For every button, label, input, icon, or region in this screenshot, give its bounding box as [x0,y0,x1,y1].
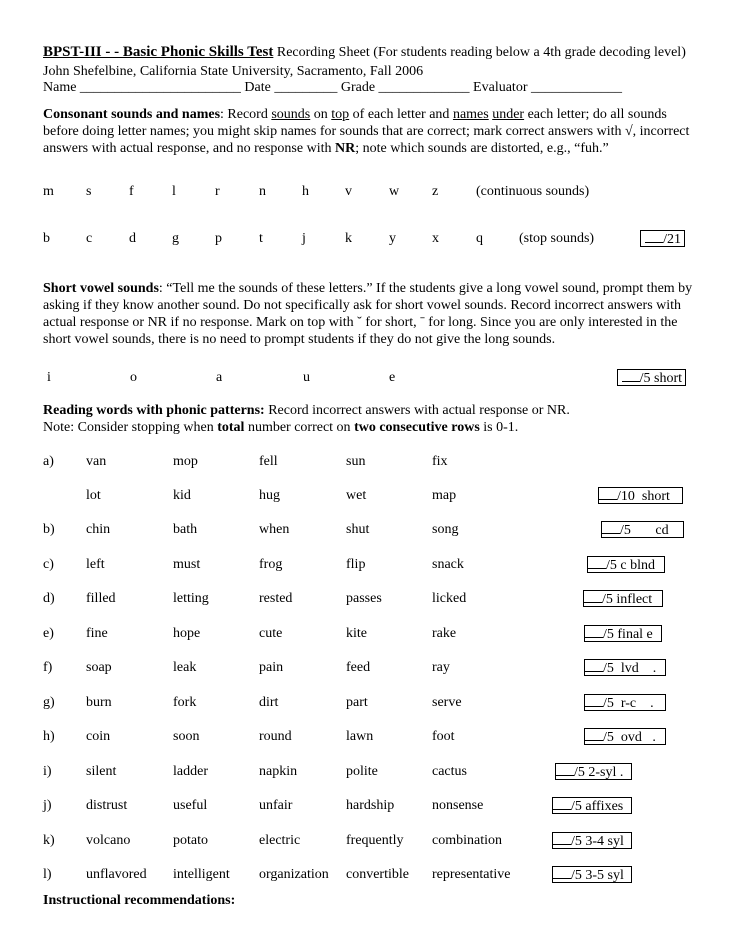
words-note-total: total [217,420,245,435]
consonant-letter: k [345,231,352,246]
row-score-label: /5 3-5 syl [571,868,624,883]
test-word: shut [346,522,370,537]
row-score-label: /5 lvd . [603,661,657,676]
test-word: napkin [259,764,298,779]
consonant-letter: t [259,231,263,246]
row-label: d) [43,591,55,606]
test-word: feed [346,660,371,675]
vowel-text: : “Tell me the sounds of these letters.” If the students give a long vowel sound, prompt them by asking if they know another sound. Do not specifically ask for short vowel sounds. Record incorrect answers with actual response or NR if no response. Mark on top with ˘ for short, ˉ for long. Since you are only interested in the short vowel sounds, there is no need to prompt students if they do not give the long sounds. [43,281,693,347]
words-note-3: is 0-1. [479,420,519,435]
test-word: mop [173,454,198,469]
score-blank [553,867,571,879]
test-word: part [346,695,368,710]
test-word: dirt [259,695,279,710]
instructional-recommendations: Instructional recommendations: [43,893,236,908]
test-word: leak [173,660,197,675]
test-word: kite [346,626,367,641]
test-word: van [86,454,107,469]
consonant-letter: w [389,184,400,199]
row-score-box[interactable] [583,590,663,607]
row-score-label: /5 affixes [571,799,624,814]
consonant-letter: d [129,231,136,246]
vowel-letter: e [389,370,396,385]
vowel-heading: Short vowel sounds [43,281,159,296]
test-word: round [259,729,292,744]
test-word: left [86,557,105,572]
consonant-letter: s [86,184,92,199]
consonant-text-1: : Record [220,107,272,122]
consonant-letter: p [215,231,222,246]
test-word: useful [173,798,208,813]
test-word: organization [259,867,329,882]
test-word: silent [86,764,117,779]
stop-sounds-label: (stop sounds) [519,231,595,246]
score-blank [645,231,663,243]
row-score-box[interactable] [552,797,632,814]
row-label: l) [43,867,52,882]
consonant-letter: j [302,231,306,246]
consonant-text-5: each letter; do all sounds before doing letter names; you might skip names for sounds that are correct; mark correct answers with √, incorrect answers with actual response, and no response with [43,107,690,156]
test-word: fine [86,626,108,641]
row-label: a) [43,454,54,469]
vowel-score-label: /5 short [639,371,682,386]
row-score-label: /5 final e [603,627,653,642]
row-score-label: /5 2-syl . [574,765,624,780]
test-word: electric [259,833,301,848]
consonant-letter: c [86,231,93,246]
consonant-text-under: under [492,107,525,122]
score-blank [585,660,603,672]
test-word: ray [432,660,450,675]
test-word: soap [86,660,112,675]
author-line: John Shefelbine, California State University, Sacramento, Fall 2006 [43,64,424,79]
fields-line: Name _______________________ Date _________ Grade _____________ Evaluator _____________ [43,80,622,95]
words-note-2: number correct on [244,420,355,435]
consonant-text-top: top [331,107,350,122]
consonant-letter: h [302,184,309,199]
row-label: b) [43,522,55,537]
test-word: fix [432,454,448,469]
row-score-label: /5 cd [620,523,669,538]
consonant-instructions [43,106,703,157]
row-score-box[interactable] [584,659,666,676]
consonant-letter: l [172,184,176,199]
test-word: hardship [346,798,395,813]
test-word: rested [259,591,293,606]
test-word: pain [259,660,284,675]
title-rest: Recording Sheet (For students reading below a 4th grade decoding level) [273,45,686,60]
test-word: song [432,522,459,537]
words-heading: Reading words with phonic patterns: [43,403,265,418]
test-word: filled [86,591,116,606]
score-blank [585,729,603,741]
row-score-box[interactable] [598,487,683,504]
vowel-letter: a [216,370,223,385]
test-word: cactus [432,764,467,779]
row-score-label: /5 ovd . [603,730,656,745]
consonant-letter: m [43,184,54,199]
test-word: foot [432,729,455,744]
row-label: f) [43,660,53,675]
score-blank [622,370,640,382]
consonant-letter: f [129,184,134,199]
test-word: coin [86,729,111,744]
test-word: bath [173,522,198,537]
row-score-box[interactable] [552,832,632,849]
test-word: unflavored [86,867,147,882]
test-word: hope [173,626,201,641]
test-word: must [173,557,201,572]
test-word: letting [173,591,209,606]
words-instructions [43,402,703,436]
row-label: c) [43,557,54,572]
test-word: hug [259,488,280,503]
consonant-letter: r [215,184,220,199]
title-bold: BPST-III - - Basic Phonic Skills Test [43,44,274,60]
test-word: serve [432,695,462,710]
score-blank [584,591,602,603]
test-word: fell [259,454,278,469]
test-word: ladder [173,764,208,779]
row-label: k) [43,833,55,848]
row-score-box[interactable] [601,521,684,538]
test-word: licked [432,591,467,606]
consonant-letter: x [432,231,439,246]
consonant-text-2: on [310,107,332,122]
consonant-text-names: names [452,107,489,122]
test-word: lawn [346,729,374,744]
consonant-letter: z [432,184,439,199]
test-word: rake [432,626,457,641]
row-label: j) [43,798,52,813]
test-word: sun [346,454,366,469]
consonant-text-3: of each letter and [349,107,453,122]
row-label: e) [43,626,54,641]
row-label: i) [43,764,52,779]
test-word: unfair [259,798,293,813]
consonant-score-box[interactable] [640,230,685,247]
test-word: lot [86,488,101,503]
test-word: frog [259,557,283,572]
row-score-box[interactable] [584,625,662,642]
vowel-letter: u [303,370,310,385]
test-word: combination [432,833,502,848]
document-title [43,44,686,61]
consonant-score-label: /21 [663,232,681,247]
score-blank [588,557,606,569]
score-blank [585,695,603,707]
vowel-letter: o [130,370,137,385]
test-word: when [259,522,290,537]
row-score-box[interactable] [555,763,632,780]
vowel-score-box[interactable] [617,369,686,386]
test-word: passes [346,591,382,606]
test-word: volcano [86,833,131,848]
test-word: nonsense [432,798,484,813]
consonant-letter: n [259,184,266,199]
test-word: representative [432,867,511,882]
consonant-heading: Consonant sounds and names [43,107,221,122]
test-word: cute [259,626,283,641]
row-score-label: /10 short [617,489,670,504]
score-blank [585,626,603,638]
score-blank [556,764,574,776]
row-score-box[interactable] [584,694,666,711]
vowel-letter: i [47,370,51,385]
test-word: burn [86,695,112,710]
consonant-text-sounds: sounds [271,107,311,122]
consonant-text-6: ; note which sounds are distorted, e.g., “fuh.” [355,141,609,156]
consonant-letter: v [345,184,352,199]
consonant-letter: b [43,231,50,246]
row-score-box[interactable] [587,556,665,573]
test-word: soon [173,729,200,744]
score-blank [553,833,571,845]
consonant-letter: g [172,231,179,246]
consonant-text-nr: NR [334,141,356,156]
vowel-instructions [43,280,703,348]
test-word: wet [346,488,367,503]
test-word: chin [86,522,111,537]
words-note-1: Note: Consider stopping when [43,420,218,435]
words-note-two: two consecutive rows [354,420,480,435]
test-word: convertible [346,867,409,882]
test-word: intelligent [173,867,230,882]
score-blank [553,798,571,810]
words-heading-rest: Record incorrect answers with actual response or NR. [264,403,570,418]
test-word: potato [173,833,208,848]
row-label: h) [43,729,55,744]
row-score-label: /5 inflect [602,592,653,607]
test-word: flip [346,557,366,572]
test-word: map [432,488,457,503]
row-score-label: /5 r-c . [603,696,654,711]
row-score-label: /5 3-4 syl [571,834,624,849]
test-word: fork [173,695,197,710]
continuous-sounds-label: (continuous sounds) [476,184,590,199]
row-score-box[interactable] [584,728,666,745]
consonant-letter: y [389,231,396,246]
consonant-letter: q [476,231,483,246]
test-word: distrust [86,798,128,813]
test-word: kid [173,488,191,503]
test-word: polite [346,764,378,779]
row-score-box[interactable] [552,866,632,883]
test-word: frequently [346,833,404,848]
row-label: g) [43,695,55,710]
score-blank [602,522,620,534]
score-blank [599,488,617,500]
row-score-label: /5 c blnd [606,558,655,573]
test-word: snack [432,557,464,572]
